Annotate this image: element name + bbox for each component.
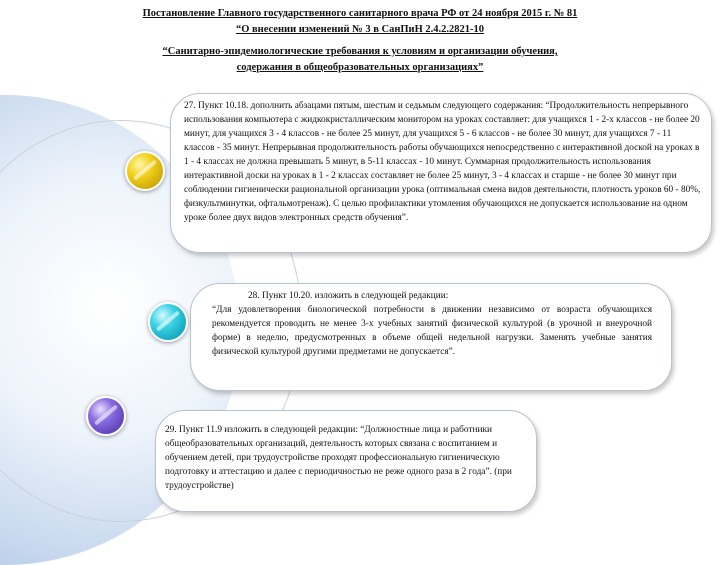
document-header [0, 6, 720, 76]
yellow-bullet-icon [125, 151, 165, 191]
item-block-28 [212, 289, 652, 359]
header-line-2: “О внесении изменений № 3 в СанПиН 2.4.2.2821-10 [235, 24, 485, 35]
cyan-bullet-icon [148, 302, 188, 342]
item-text-27: 27. Пункт 10.18. дополнить абзацами пятым, шестым и седьмым следующего содержания: “Продолжительность непрерывного использования компьютера с жидкокристаллическим монитором на уроках составляет: для учащихся 1 - 2-х классов - не более 20 минут, для учащихся 3 - 4 классов - не более 25 минут, для учащихся 5 - 6 классов - не более 30 минут, для учащихся 7 - 11 классов - 35 минут. Непрерывная продолжительность работы обучающихся непосредственно с интерактивной доской на уроках в 1 - 4 классах не должна превышать 5 минут, в 5-11 классах - 10 минут. Суммарная продолжительность использования интерактивной доски на уроках в 1 - 2 классах составляет не более 25 минут, 3 - 4 классах и старше - не более 30 минут при соблюдении гигиенически рациональной организации урока (оптимальная смена видов деятельности, плотность уроков 60 - 80%, физкультминутки, офтальмотренаж). С целью профилактики утомления обучающихся не допускается использование на одном уроке более двух видов электронных средств обучения”. [184, 101, 701, 223]
header-line-4: содержания в общеобразовательных организациях” [236, 62, 484, 73]
item-text-29: 29. Пункт 11.9 изложить в следующей редакции: “Должностные лица и работники общеобразовательных организаций, деятельность которых связана с воспитанием и обучением детей, при трудоустройстве проходят профессиональную гигиеническую подготовку и аттестацию и далее с периодичностью не реже одного раза в 2 года”. (при трудоустройстве) [165, 425, 512, 491]
header-line-1: Постановление Главного государственного санитарного врача РФ от 24 ноября 2015 г. № 81 [142, 8, 578, 19]
item-text-28: “Для удовлетворения биологической потребности в движении независимо от возраста обучающихся рекомендуется проводить не менее 3-х учебных занятий физической культурой (в урочной и внеурочной форме) в неделю, предусмотренных в объеме общей недельной нагрузки. Заменять учебные занятия физической культурой другими предметами не допускается”. [212, 305, 652, 357]
purple-bullet-icon [86, 396, 126, 436]
item-heading-28: 28. Пункт 10.20. изложить в следующей редакции: [248, 291, 449, 301]
header-line-3: “Санитарно-эпидемиологические требования к условиям и организации обучения, [162, 46, 558, 57]
